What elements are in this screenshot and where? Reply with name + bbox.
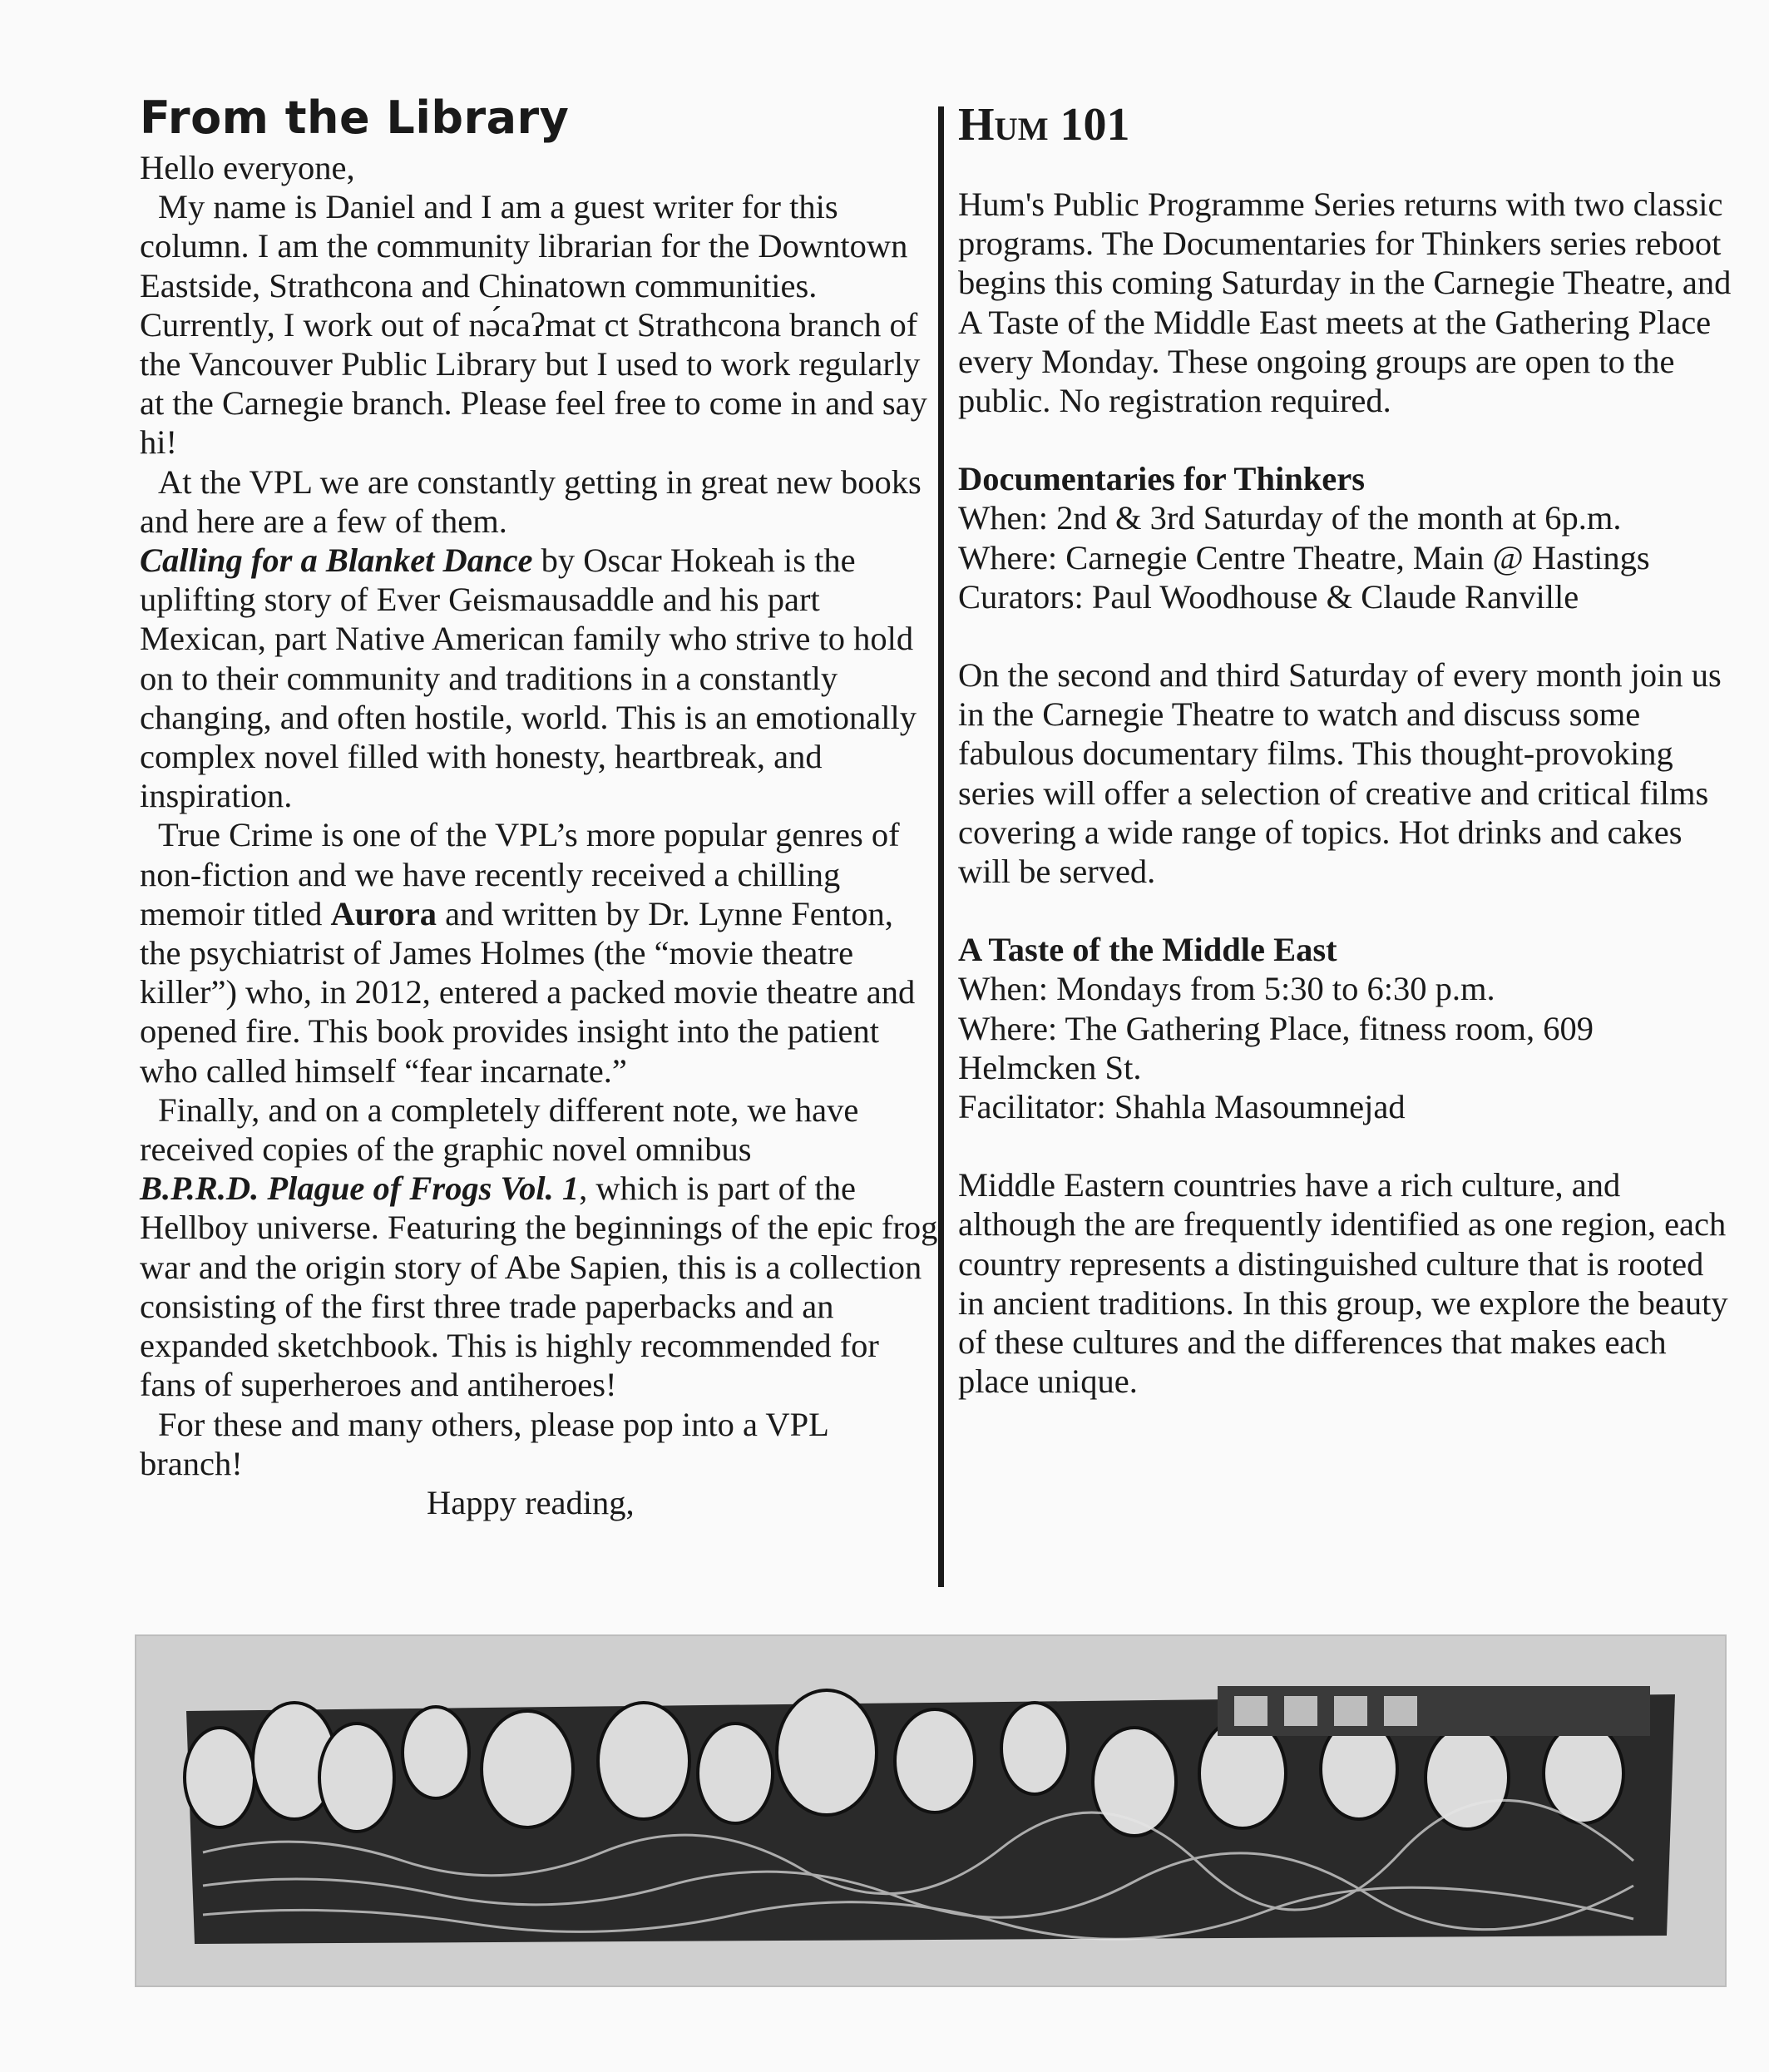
book-1-paragraph xyxy=(140,541,938,815)
signoff: Happy reading, xyxy=(427,1483,635,1521)
documentaries-when: When: 2nd & 3rd Saturday of the month at 6p.m. xyxy=(958,499,1622,537)
intro-paragraph: My name is Daniel and I am a guest writer for this column. I am the community librarian for the Downtown Eastside, Strathcona and Chinatown communities. Currently, I work out of nə́caʔmat ct Strathcona branch of the Vancouver Public Library but I used to work regularly at the Carnegie branch. Please feel free to come in and say hi! xyxy=(140,188,927,462)
spacer xyxy=(958,1126,1732,1165)
book-3-intro: Finally, and on a completely different note, we have received copies of the graphic novel omnibus xyxy=(140,1090,859,1169)
spacer xyxy=(958,616,1732,655)
book-3-text: , which is part of the Hellboy universe. Featuring the beginnings of the epic frog war and the origin story of Abe Sapien, this is a collection consisting of the first three trade paperbacks and an expanded sketchbook. This is highly recommended for fans of superheroes and antiheroes! xyxy=(140,1170,938,1404)
documentaries-curators: Curators: Paul Woodhouse & Claude Ranville xyxy=(958,577,1579,616)
book-1-title: Calling for a Blanket Dance xyxy=(140,541,533,580)
documentaries-heading: Documentaries for Thinkers xyxy=(958,460,1365,498)
book-2-title: Aurora xyxy=(330,894,437,932)
hum-title: Hum 101 xyxy=(958,99,1130,151)
book-2-paragraph xyxy=(140,815,938,1090)
taste-facilitator: Facilitator: Shahla Masoumnejad xyxy=(958,1088,1406,1126)
library-column xyxy=(140,91,938,1522)
documentaries-description: On the second and third Saturday of every month join us in the Carnegie Theatre to watch and discuss some fabulous documentary films. This thought-provoking series will offer a selection of creative and critical films covering a wide range of topics. Hot drinks and cakes will be served. xyxy=(958,656,1722,891)
book-3-title: B.P.R.D. Plague of Frogs Vol. 1 xyxy=(140,1170,580,1208)
taste-heading: A Taste of the Middle East xyxy=(958,931,1337,969)
closing-paragraph: For these and many others, please pop into a VPL branch! xyxy=(140,1405,828,1482)
taste-where: Where: The Gathering Place, fitness room, 609 Helmcken St. xyxy=(958,1009,1594,1086)
hum-intro: Hum's Public Programme Series returns with two classic programs. The Documentaries for Thinkers series reboot begins this coming Saturday in the Carnegie Theatre, and A Taste of the Middle East meets at the Gathering Place every Monday. These ongoing groups are open to the public. No registration required. xyxy=(958,185,1732,420)
book-3-paragraph xyxy=(140,1169,938,1404)
library-title: From the Library xyxy=(140,91,570,144)
taste-description: Middle Eastern countries have a rich culture, and although the are frequently identified as one region, each country represents a distinguished culture that is rooted in ancient traditions. In this group, we explore the beauty of these cultures and the differences that makes each place unique. xyxy=(958,1166,1728,1401)
greeting: Hello everyone, xyxy=(140,149,355,186)
book-2-text-b: and written by Dr. Lynne Fenton, the psychiatrist of James Holmes (the “movie theatre killer”) who, in 2012, entered a packed movie theatre and opened fire. This book provides insight into the patient who called himself “fear incarnate.” xyxy=(140,894,916,1090)
hum-column xyxy=(958,98,1732,1401)
column-divider xyxy=(938,106,944,1587)
spacer xyxy=(958,420,1732,459)
woodcut-crowd-illustration xyxy=(135,1634,1727,1987)
spacer xyxy=(958,891,1732,930)
new-books-paragraph: At the VPL we are constantly getting in great new books and here are a few of them. xyxy=(140,462,922,540)
crowd-illustration-graphic xyxy=(136,1636,1725,1985)
book-2-text-a: True Crime is one of the VPL’s more popular genres of non-fiction and we have recently received a chilling memoir titled xyxy=(140,816,900,932)
taste-when: When: Mondays from 5:30 to 6:30 p.m. xyxy=(958,970,1495,1008)
documentaries-where: Where: Carnegie Centre Theatre, Main @ Hastings xyxy=(958,538,1650,576)
book-1-text: by Oscar Hokeah is the uplifting story of Ever Geismausaddle and his part Mexican, part Native American family who strive to hold on to their community and traditions in a constantly changing, and often hostile, world. This is an emotionally complex novel filled with honesty, heartbreak, and inspiration. xyxy=(140,541,917,815)
